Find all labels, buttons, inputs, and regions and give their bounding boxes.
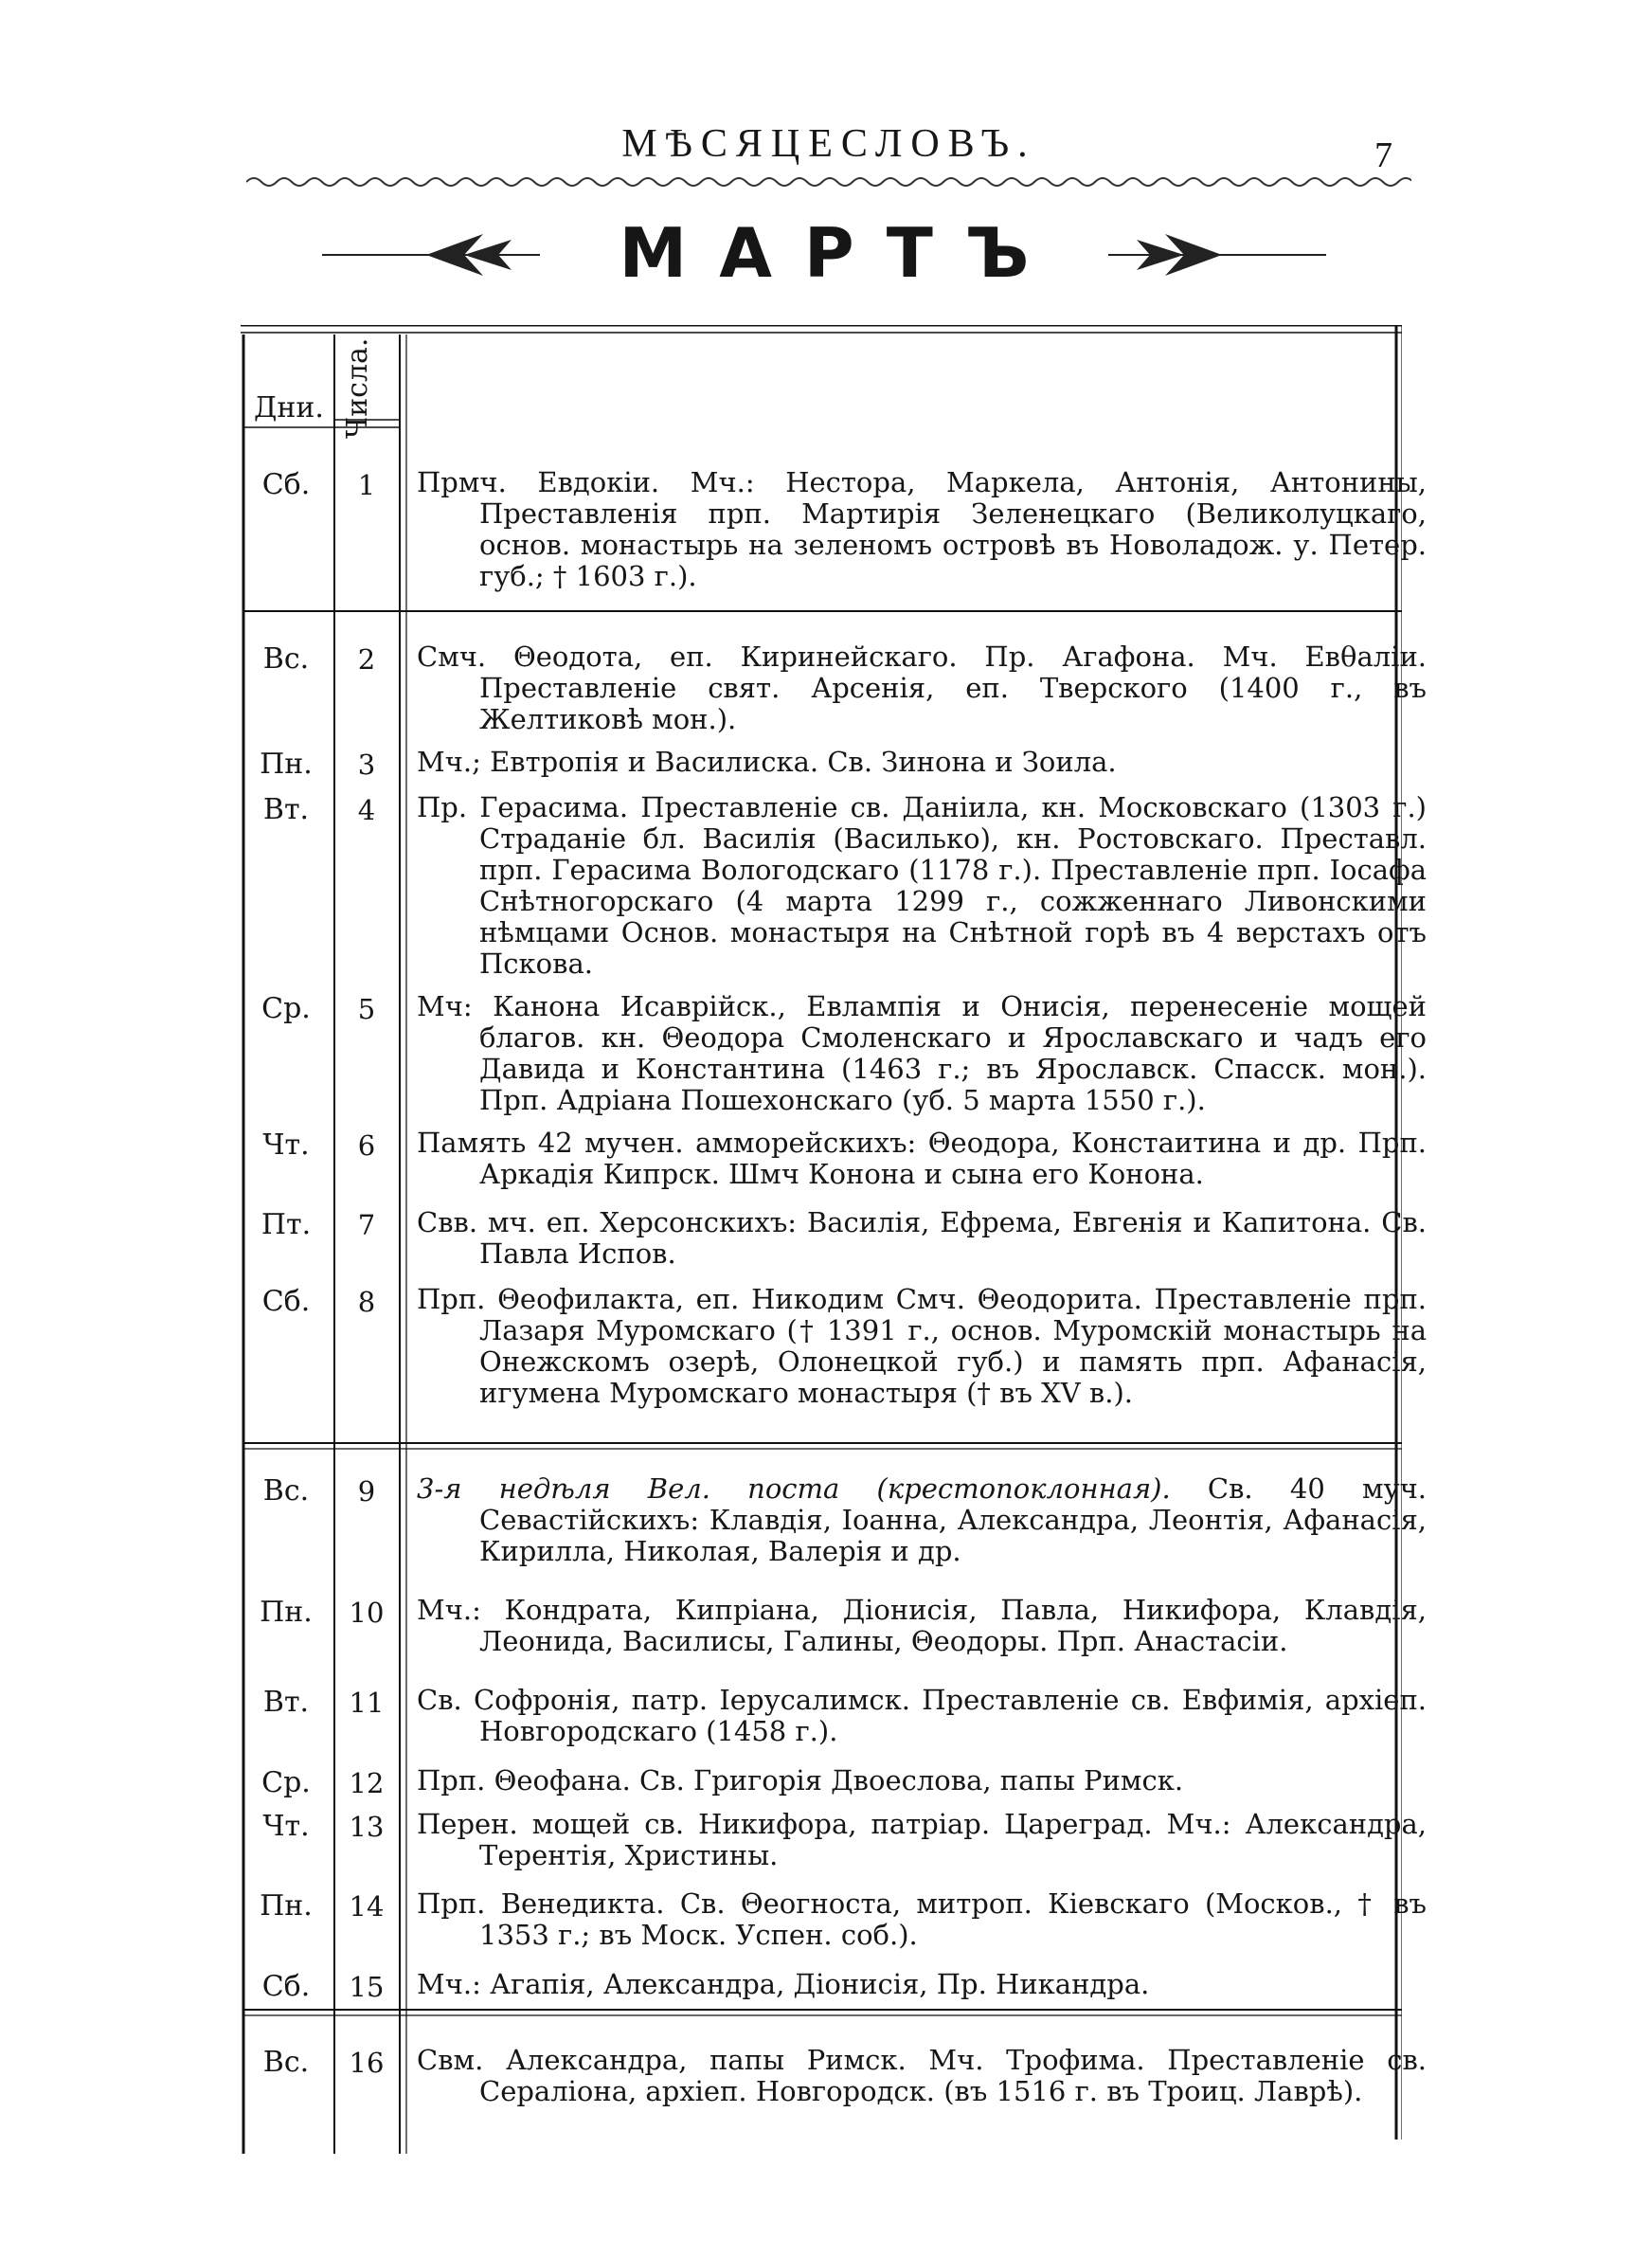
saints-commemoration: Свм. Александра, папы Римск. Мч. Трофима. Преставленіе св. Сераліона, архіеп. Новгородск. (въ 1516 г. въ Троиц. Лаврѣ). bbox=[417, 2044, 1427, 2107]
weekday: Сб. bbox=[261, 1970, 311, 2003]
month-title: МАРТЪ bbox=[619, 213, 1062, 293]
saints-commemoration: Мч.: Агапія, Александра, Діонисія, Пр. Никандра. bbox=[417, 1968, 1150, 2000]
date-number: 3 bbox=[357, 749, 376, 781]
saints-commemoration: Перен. мощей св. Никифора, патріар. Цареград. Мч.: Александра, Терентія, Христины. bbox=[417, 1808, 1427, 1871]
date-number: 4 bbox=[357, 794, 376, 826]
saints-commemoration: Прмч. Евдокіи. Мч.: Нестора, Маркела, Антонія, Антонины, Преставленія прп. Мартирія Зеленецкаго (Великолуцкаго, основ. монастырь на зеленомъ островѣ въ Новоладож. у. Петер. губ.; † 1603 г.). bbox=[417, 466, 1427, 592]
running-title: МѢСЯЦЕСЛОВЪ. bbox=[621, 122, 1036, 166]
saints-commemoration: Прп. Венедикта. Св. Θеогноста, митроп. Кіевскаго (Москов., † въ 1353 г.; въ Моск. Успен. соб.). bbox=[417, 1887, 1427, 1951]
saints-commemoration: Пр. Герасима. Преставленіе св. Даніила, кн. Московскаго (1303 г.) Страданіе бл. Василія (Василько), кн. Ростовскаго. Преставл. прп. Герасима Вологодскаго (1178 г.). Преставленіе прп. Іосафа Снѣтногорскаго (4 марта 1299 г., сожженнаго Ливонскими нѣмцами Основ. монастыря на Снѣтной горѣ въ 4 верстахъ отъ Пскова. bbox=[417, 791, 1427, 980]
saints-commemoration: Свв. мч. еп. Херсонскихъ: Василія, Ефрема, Евгенія и Капитона. Св. Павла Испов. bbox=[417, 1206, 1427, 1270]
column-header-numbers: Числа. bbox=[341, 337, 374, 439]
date-number: 6 bbox=[357, 1129, 376, 1162]
weekday: Сб. bbox=[261, 1285, 311, 1318]
date-number: 16 bbox=[349, 2047, 385, 2079]
weekday: Чт. bbox=[262, 1128, 310, 1162]
date-number: 1 bbox=[357, 469, 376, 501]
saints-commemoration: Мч.: Кондрата, Кипріана, Діонисія, Павла, Никифора, Клавдія, Леонида, Василисы, Галины, Θеодоры. Прп. Анастасіи. bbox=[417, 1594, 1427, 1657]
saints-commemoration: Мч.; Евтропія и Василиска. Св. Зинона и Зоила. bbox=[417, 746, 1117, 778]
weekday: Вс. bbox=[262, 2046, 310, 2079]
date-number: 13 bbox=[349, 1811, 385, 1843]
weekday: Вт. bbox=[262, 793, 310, 826]
weekday: Пн. bbox=[260, 748, 313, 781]
weekday: Сб. bbox=[261, 468, 311, 501]
weekday: Ср. bbox=[261, 1766, 311, 1799]
weekday: Пн. bbox=[260, 1889, 313, 1923]
date-number: 10 bbox=[349, 1597, 385, 1629]
saints-commemoration: Память 42 мучен. амморейскихъ: Θеодора, Констаитина и др. Прп. Аркадія Кипрск. Шмч Конона и сына его Конона. bbox=[417, 1127, 1427, 1190]
saints-commemoration: Мч: Канона Исаврійск., Евлампія и Онисія, перенесеніе мощей благов. кн. Θеодора Смоленскаго и Ярославскаго и чадъ его Давида и Константина (1463 г.; въ Ярославск. Спасск. мон.). Прп. Адріана Пошехонскаго (уб. 5 марта 1550 г.). bbox=[417, 990, 1427, 1116]
date-number: 11 bbox=[349, 1687, 385, 1719]
date-number: 14 bbox=[349, 1890, 385, 1923]
date-number: 9 bbox=[357, 1475, 376, 1508]
weekday: Чт. bbox=[262, 1810, 310, 1843]
date-number: 2 bbox=[357, 643, 376, 676]
sunday-title: 3-я недѣля Вел. поста (крестопоклонная). bbox=[417, 1472, 1171, 1505]
date-number: 12 bbox=[349, 1767, 385, 1799]
date-number: 7 bbox=[357, 1209, 376, 1241]
wavy-rule bbox=[246, 172, 1411, 191]
saints-commemoration: Смч. Θеодота, еп. Киринейскаго. Пр. Агафона. Мч. Евθаліи. Преставленіе свят. Арсенія, еп. Тверского (1400 г., въ Желтиковѣ мон.). bbox=[417, 641, 1427, 735]
date-number: 5 bbox=[357, 993, 376, 1025]
page-number: 7 bbox=[1374, 135, 1392, 175]
calendar-table bbox=[241, 325, 1427, 2154]
column-header-days: Дни. bbox=[254, 391, 324, 424]
saints-commemoration: Прп. Θеофилакта, еп. Никодим Смч. Θеодорита. Преставленіе прп. Лазаря Муромскаго († 1391 г., основ. Муромскій монастырь на Онежскомъ озерѣ, Олонецкой губ.) и память прп. Афанасія, игумена Муромскаго монастыря († въ XV в.). bbox=[417, 1283, 1427, 1409]
weekday: Пн. bbox=[260, 1596, 313, 1629]
weekday: Вт. bbox=[262, 1686, 310, 1719]
weekday: Вс. bbox=[262, 1474, 310, 1508]
leaf-ornament-right-icon bbox=[1108, 226, 1326, 283]
date-number: 15 bbox=[349, 1971, 385, 2003]
month-heading bbox=[322, 213, 1326, 298]
date-number: 8 bbox=[357, 1286, 376, 1318]
saints-commemoration: Св. Софронія, патр. Іерусалимск. Преставленіе св. Евфимія, архіеп. Новгородскаго (1458 г.). bbox=[417, 1684, 1427, 1747]
saints-commemoration bbox=[417, 1473, 1427, 1567]
weekday: Пт. bbox=[260, 1208, 312, 1241]
sunday-commemoration: Св. 40 муч. Севастійскихъ: Клавдія, Іоанна, Александра, Леонтія, Афанасія, Кирилла, Николая, Валерія и др. bbox=[479, 1472, 1427, 1567]
weekday: Вс. bbox=[262, 642, 310, 676]
weekday: Ср. bbox=[261, 992, 311, 1025]
saints-commemoration: Прп. Θеофана. Св. Григорія Двоеслова, папы Римск. bbox=[417, 1764, 1184, 1797]
running-head bbox=[246, 121, 1411, 174]
